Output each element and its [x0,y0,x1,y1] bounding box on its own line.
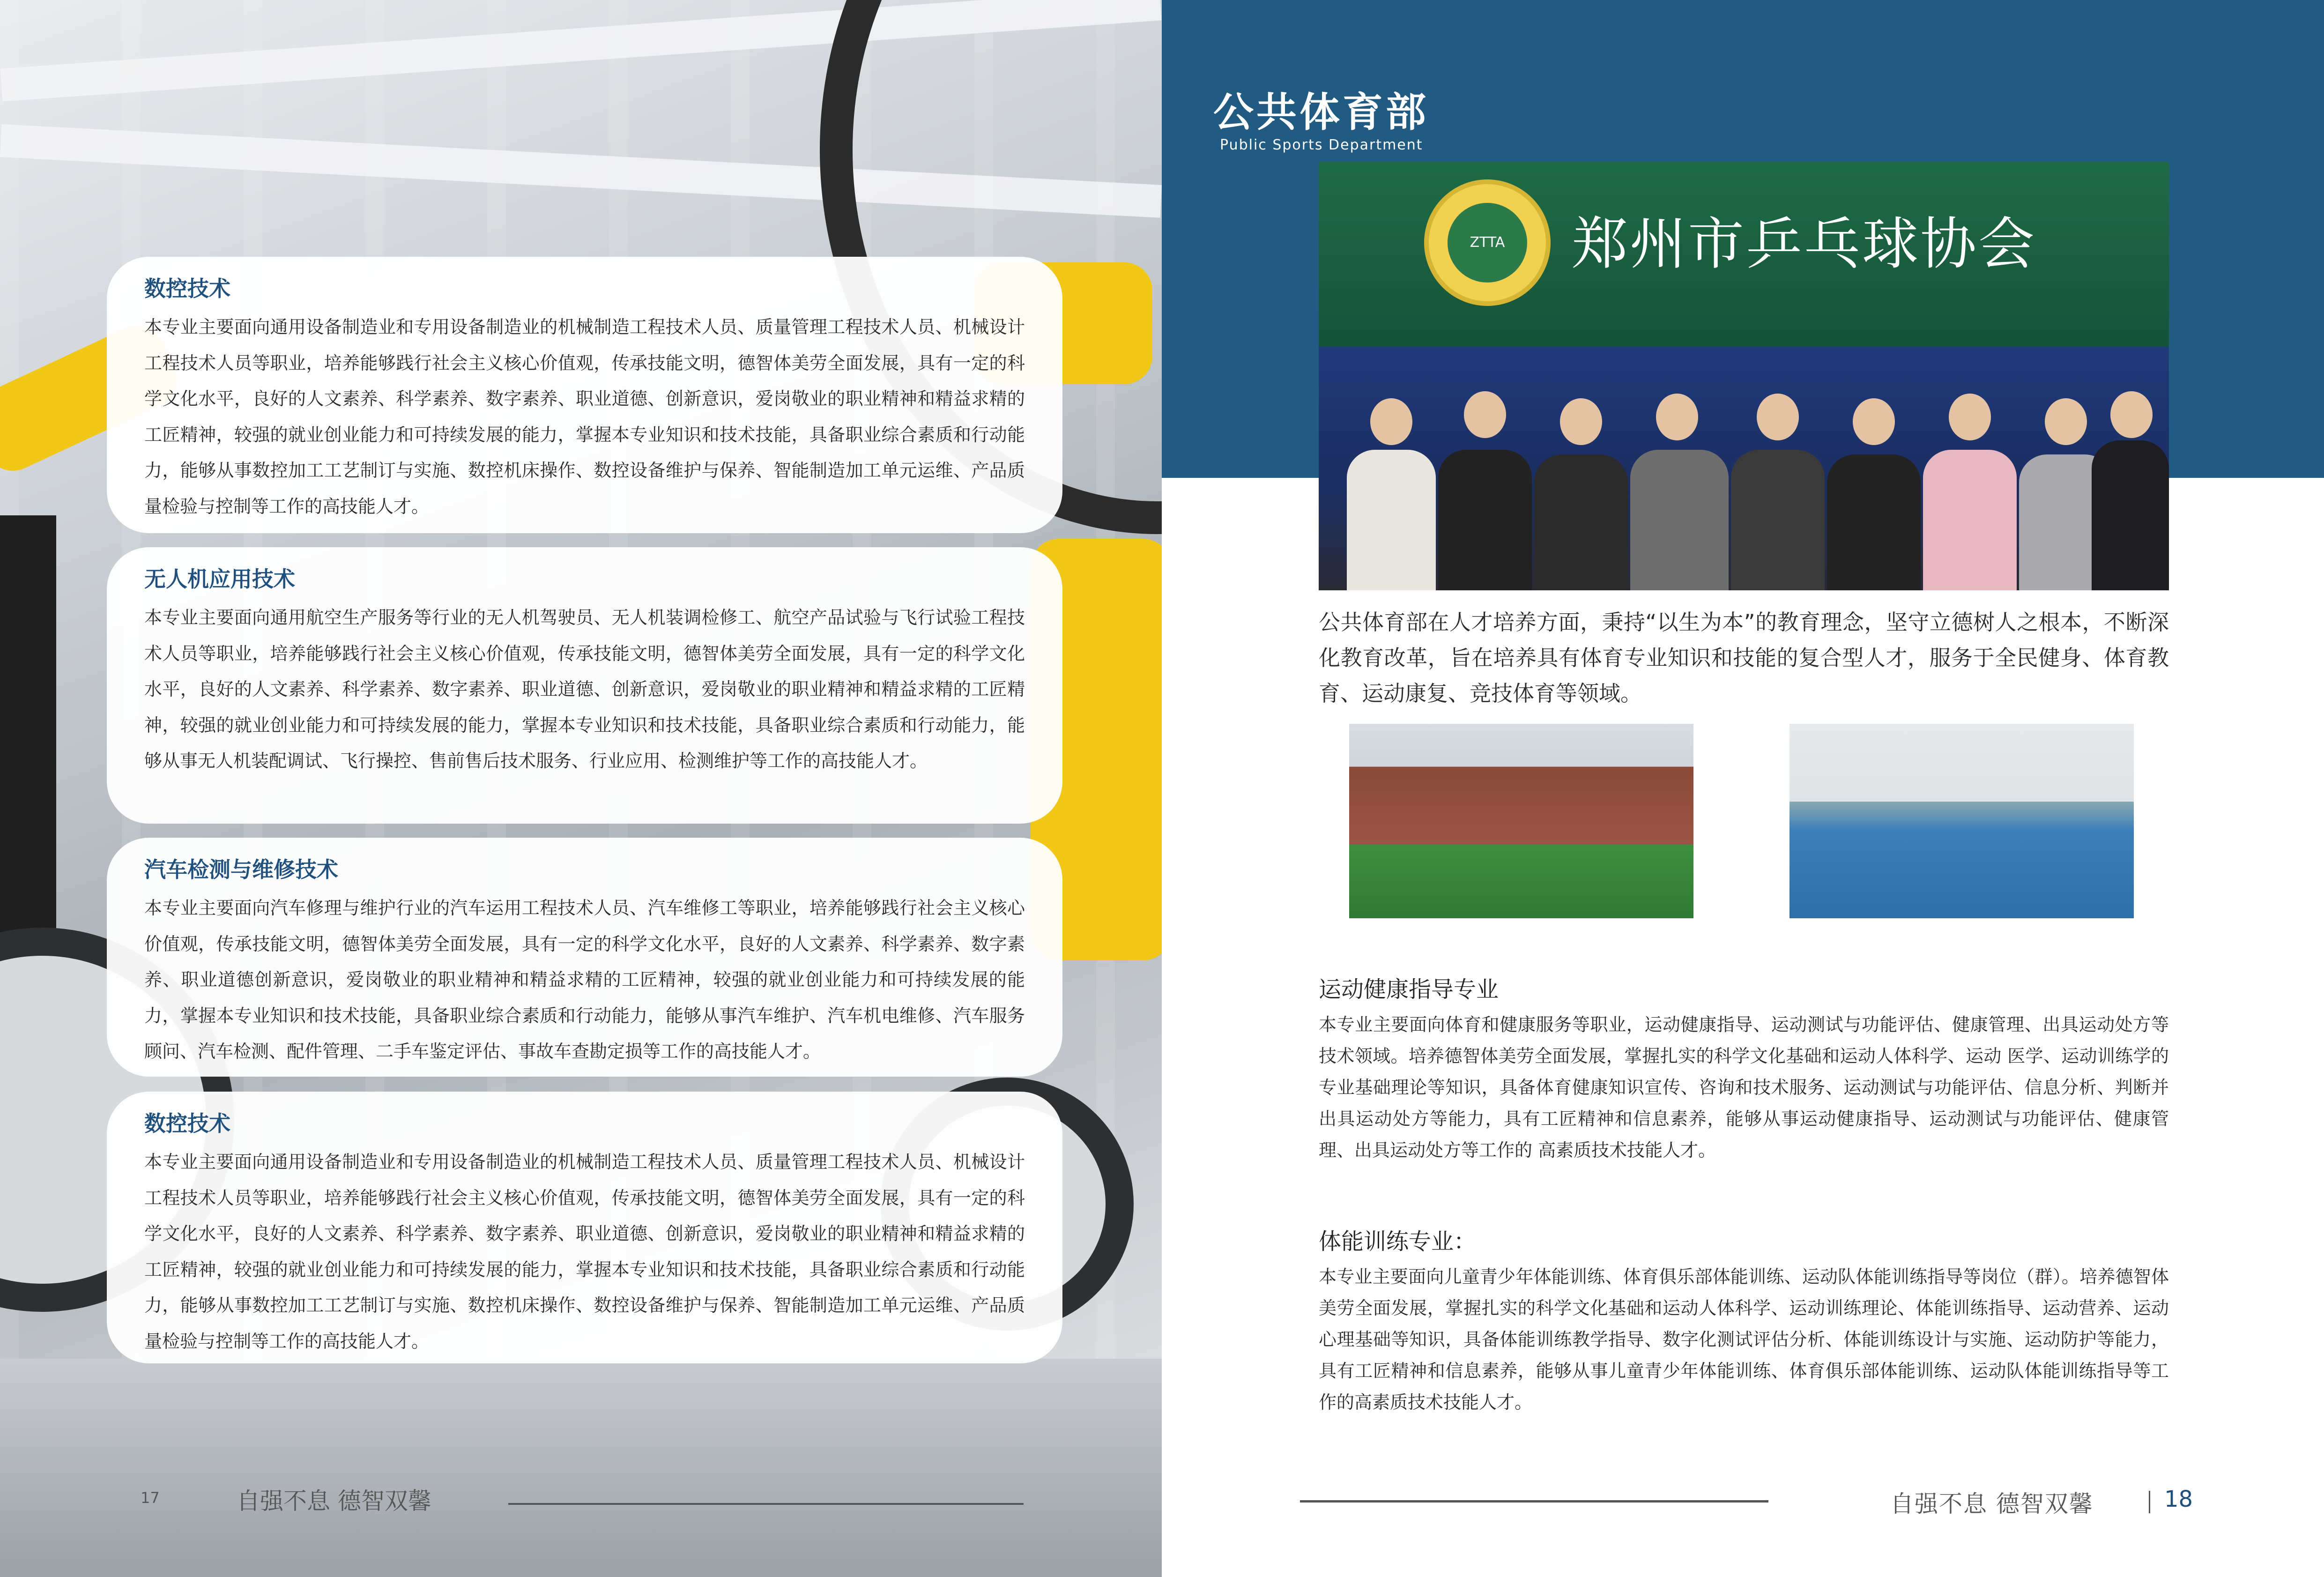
right-page [1162,0,2324,1577]
student-figure [1534,454,1628,590]
student-figure [1630,450,1729,590]
dept-title: 公共体育部 [1213,89,1429,136]
students-group [1319,347,2169,590]
student-head [1370,398,1412,445]
footer-slogan-left: 自强不息 德智双馨 [237,1488,431,1515]
footer-rule-right [1300,1500,1768,1503]
section-body: 本专业主要面向汽车修理与维护行业的汽车运用工程技术人员、汽车维修工等职业，培养能够践行社会主义核心价值观，传承技能文明，德智体美劳全面发展，具有一定的科学文化水平，良好的人文素养、科学素养、数字素养、职业道德创新意识，爱岗敬业的职业精神和精益求精的工匠精神，较强的就业创业能力和可持续发展的能力，掌握本专业知识和技术技能，具备职业综合素质和行动能力，能够从事汽车维护、汽车机电维修、汽车服务顾问、汽车检测、配件管理、二手车鉴定评估、事故车查勘定损等工作的高技能人才。 [144,898,1025,1062]
student-figure [2092,440,2169,590]
student-head [1853,398,1895,445]
student-head [1464,391,1506,438]
footer-slogan-right: 自强不息 德智双馨 [1890,1490,2094,1517]
student-figure [1438,450,1532,590]
section-title: 数控技术 [144,1111,230,1136]
major-body: 本专业主要面向儿童青少年体能训练、体育俱乐部体能训练、运动队体能训练指导等岗位（群）。培养德智体美劳全面发展，掌握扎实的科学文化基础和运动人体科学、运动训练理论、体能训练指导、运动营养、运动心理基础等知识，具备体能训练教学指导、数字化测试评估分析、体能训练设计与实施、运动防护等能力，具有工匠精神和信息素养，能够从事儿童青少年体能训练、体育俱乐部体能训练、运动队体能训练指导等工作的高素质技术技能人才。 [1319,1266,2169,1413]
student-figure [1347,450,1436,590]
football-photo [1349,724,1693,918]
section-title: 数控技术 [144,276,230,301]
section-card-drone [107,547,1062,824]
logo-text: ZTTA [1448,203,1527,283]
conveyor-base [0,1359,1162,1577]
team-photo [1319,162,2169,590]
section-title: 无人机应用技术 [144,566,295,592]
page-number-right: 18 [2164,1486,2193,1512]
machine-column [0,515,56,937]
student-figure [1923,450,2017,590]
student-head [2045,398,2087,445]
section-title: 汽车检测与维修技术 [144,857,338,882]
major-title: 体能训练专业： [1319,1228,1477,1255]
student-head [2110,391,2153,438]
section-body: 本专业主要面向通用设备制造业和专用设备制造业的机械制造工程技术人员、质量管理工程技术人员、机械设计工程技术人员等职业，培养能够践行社会主义核心价值观，传承技能文明，德智体美劳全面发展，具有一定的科学文化水平，良好的人文素养、科学素养、数字素养、职业道德、创新意识，爱岗敬业的职业精神和精益求精的工匠精神，较强的就业创业能力和可持续发展的能力，掌握本专业知识和技术技能，具备职业综合素质和行动能力，能够从事数控加工工艺制订与实施、数控机床操作、数控设备维护与保养、智能制造加工单元运维、产品质量检验与控制等工作的高技能人才。 [144,1152,1025,1352]
page-number-divider [2149,1491,2150,1513]
student-figure [1827,454,1921,590]
student-head [1949,394,1991,440]
student-head [1757,394,1799,440]
association-banner [1319,162,2169,347]
major-body: 本专业主要面向体育和健康服务等职业，运动健康指导、运动测试与功能评估、健康管理、出具运动处方等技术领域。培养德智体美劳全面发展，掌握扎实的科学文化基础和运动人体科学、运动 医学、运动训练学的专业基础理论等知识，具备体育健康知识宣传、咨询和技术服务、运动测试与功能评估、信息分析、判断并出具运动处方等能力，具有工匠精神和信息素养，能够从事运动健康指导、运动测试与功能评估、健康管理、出具运动处方等工作的 高素质技术技能人才。 [1319,1014,2169,1160]
section-body: 本专业主要面向通用设备制造业和专用设备制造业的机械制造工程技术人员、质量管理工程技术人员、机械设计工程技术人员等职业，培养能够践行社会主义核心价值观，传承技能文明，德智体美劳全面发展，具有一定的科学文化水平，良好的人文素养、科学素养、数字素养、职业道德、创新意识，爱岗敬业的职业精神和精益求精的工匠精神，较强的就业创业能力和可持续发展的能力，掌握本专业知识和技术技能，具备职业综合素质和行动能力，能够从事数控加工工艺制订与实施、数控机床操作、数控设备维护与保养、智能制造加工单元运维、产品质量检验与控制等工作的高技能人才。 [144,317,1025,517]
student-head [1560,398,1602,445]
major-sports-health [1319,974,2169,1166]
basketball-photo [1789,724,2134,918]
section-card-cnc-2 [107,1092,1062,1363]
dept-subtitle: Public Sports Department [1220,137,1423,153]
page-number-left: 17 [141,1489,160,1507]
section-body: 本专业主要面向通用航空生产服务等行业的无人机驾驶员、无人机装调检修工、航空产品试验与飞行试验工程技术人员等职业，培养能够践行社会主义核心价值观，传承技能文明，德智体美劳全面发展，具有一定的科学文化水平，良好的人文素养、科学素养、数字素养、职业道德、创新意识，爱岗敬业的职业精神和精益求精的工匠精神，较强的就业创业能力和可持续发展的能力，掌握本专业知识和技术技能，具备职业综合素质和行动能力，能够从事无人机装配调试、飞行操控、售前售后技术服务、行业应用、检测维护等工作的高技能人才。 [144,607,1025,771]
dept-intro: 公共体育部在人才培养方面，秉持“以生为本”的教育理念，坚守立德树人之根本，不断深化教育改革，旨在培养具有体育专业知识和技能的复合型人才，服务于全民健身、体育教育、运动康复、竞技体育等领域。 [1319,610,2169,706]
major-fitness-training [1319,1227,2169,1418]
footer-rule-left [508,1503,1024,1505]
section-card-auto [107,838,1062,1077]
major-title: 运动健康指导专业 [1319,976,1499,1003]
student-figure [1731,450,1825,590]
association-logo [1424,179,1551,306]
banner-text: 郑州市乒乓球协会 [1572,212,2036,277]
student-head [1656,394,1698,440]
section-card-cnc-1 [107,257,1062,533]
